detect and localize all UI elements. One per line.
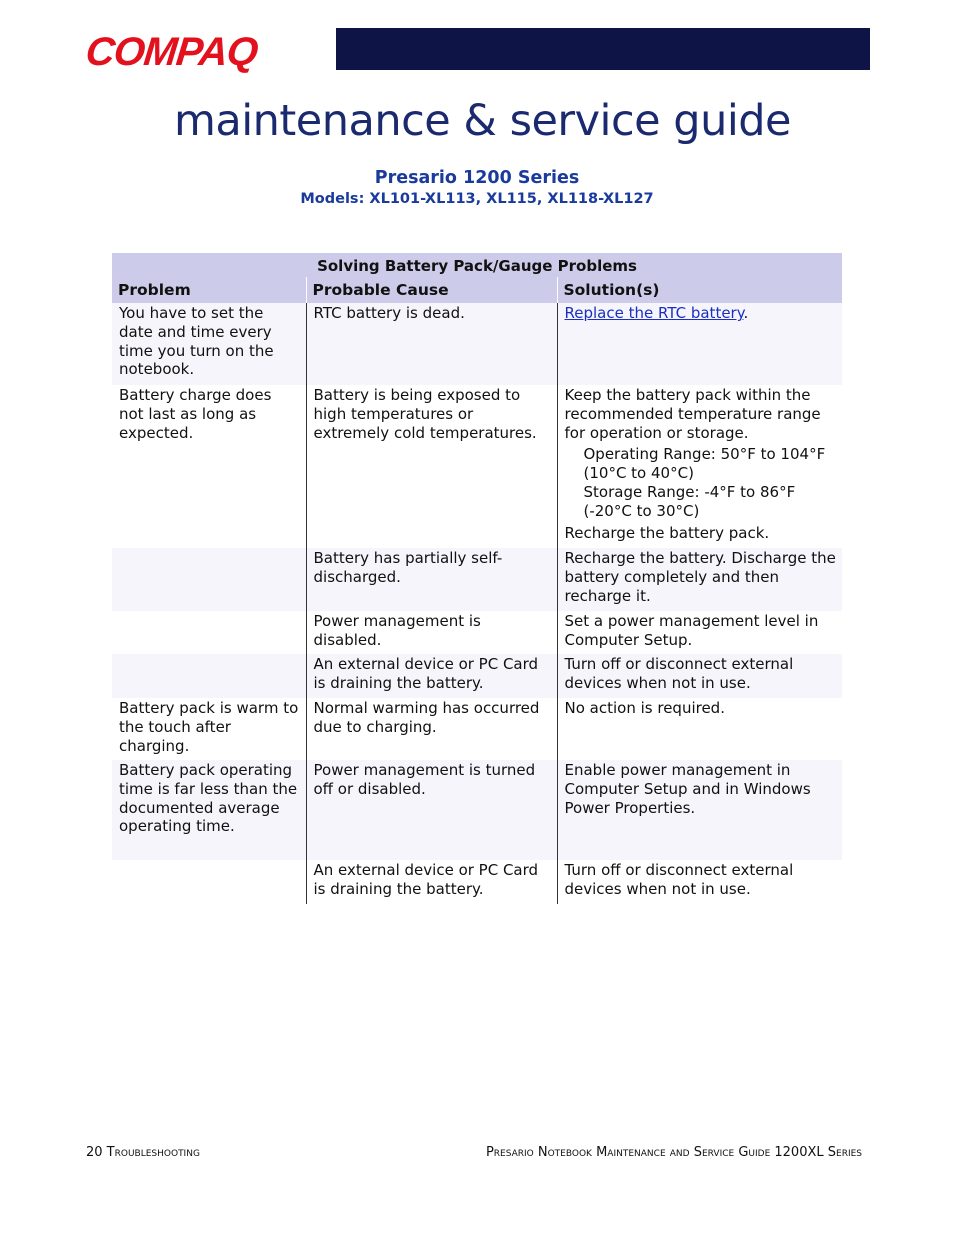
table-row (112, 760, 842, 860)
footer-page-section: 20 Troubleshooting (86, 1145, 200, 1160)
table-row (112, 654, 842, 698)
cause-cell: Power management is turned off or disabled. (306, 760, 557, 860)
solution-cell: Recharge the battery. Discharge the battery completely and then recharge it. (557, 548, 842, 611)
problem-cell (112, 611, 306, 654)
footer-guide-title: Presario Notebook Maintenance and Service Guide 1200XL Series (485, 1145, 862, 1160)
table-row (112, 303, 842, 385)
table-row (112, 698, 842, 760)
solution-suffix: . (743, 304, 749, 322)
solution-cell: No action is required. (557, 698, 842, 760)
troubleshooting-table (112, 253, 842, 904)
problem-cell (112, 654, 306, 698)
storage-range: Storage Range: -4°F to 86°F (-20°C to 30°C) (583, 482, 796, 520)
header-bar (336, 28, 870, 70)
solution-end: Recharge the battery pack. (564, 523, 770, 542)
table-row (112, 860, 842, 904)
table-row (112, 548, 842, 611)
table-caption-row (112, 253, 842, 277)
cause-cell: Normal warming has occurred due to charging. (306, 698, 557, 760)
column-header-problem: Problem (112, 277, 306, 303)
table-row (112, 385, 842, 548)
solution-cell (557, 385, 842, 548)
models-subtitle: Models: XL101-XL113, XL115, XL118-XL127 (300, 191, 654, 207)
cause-cell: Battery has partially self-discharged. (306, 548, 557, 611)
problem-cell (112, 548, 306, 611)
table-row (112, 611, 842, 654)
solution-cell (557, 303, 842, 385)
solution-cell: Turn off or disconnect external devices when not in use. (557, 654, 842, 698)
cause-cell: An external device or PC Card is draining the battery. (306, 860, 557, 904)
table-caption: Solving Battery Pack/Gauge Problems (112, 253, 842, 277)
problem-cell: Battery charge does not last as long as expected. (112, 385, 306, 548)
cause-cell: Power management is disabled. (306, 611, 557, 654)
solution-cell: Set a power management level in Computer Setup. (557, 611, 842, 654)
solution-cell: Enable power management in Computer Setup and in Windows Power Properties. (557, 760, 842, 860)
column-header-solution: Solution(s) (557, 277, 842, 303)
cause-cell: RTC battery is dead. (306, 303, 557, 385)
problem-cell: You have to set the date and time every time you turn on the notebook. (112, 303, 306, 385)
problem-cell: Battery pack operating time is far less than the documented average operating time. (112, 760, 306, 860)
operating-range: Operating Range: 50°F to 104°F (10°C to 40°C) (583, 445, 826, 483)
solution-text: Keep the battery pack within the recommended temperature range for operation or storage. (564, 386, 821, 442)
column-header-cause: Probable Cause (306, 277, 557, 303)
problem-cell (112, 860, 306, 904)
cause-cell: Battery is being exposed to high temperatures or extremely cold temperatures. (306, 385, 557, 548)
compaq-logo: COMPAQ (83, 30, 260, 74)
replace-rtc-battery-link[interactable]: Replace the RTC battery (564, 304, 744, 322)
solution-cell: Turn off or disconnect external devices when not in use. (557, 860, 842, 904)
cause-cell: An external device or PC Card is draining the battery. (306, 654, 557, 698)
series-title: Presario 1200 Series (374, 168, 580, 188)
table-header-row (112, 277, 842, 303)
problem-cell: Battery pack is warm to the touch after charging. (112, 698, 306, 760)
guide-title: maintenance & service guide (174, 96, 792, 146)
